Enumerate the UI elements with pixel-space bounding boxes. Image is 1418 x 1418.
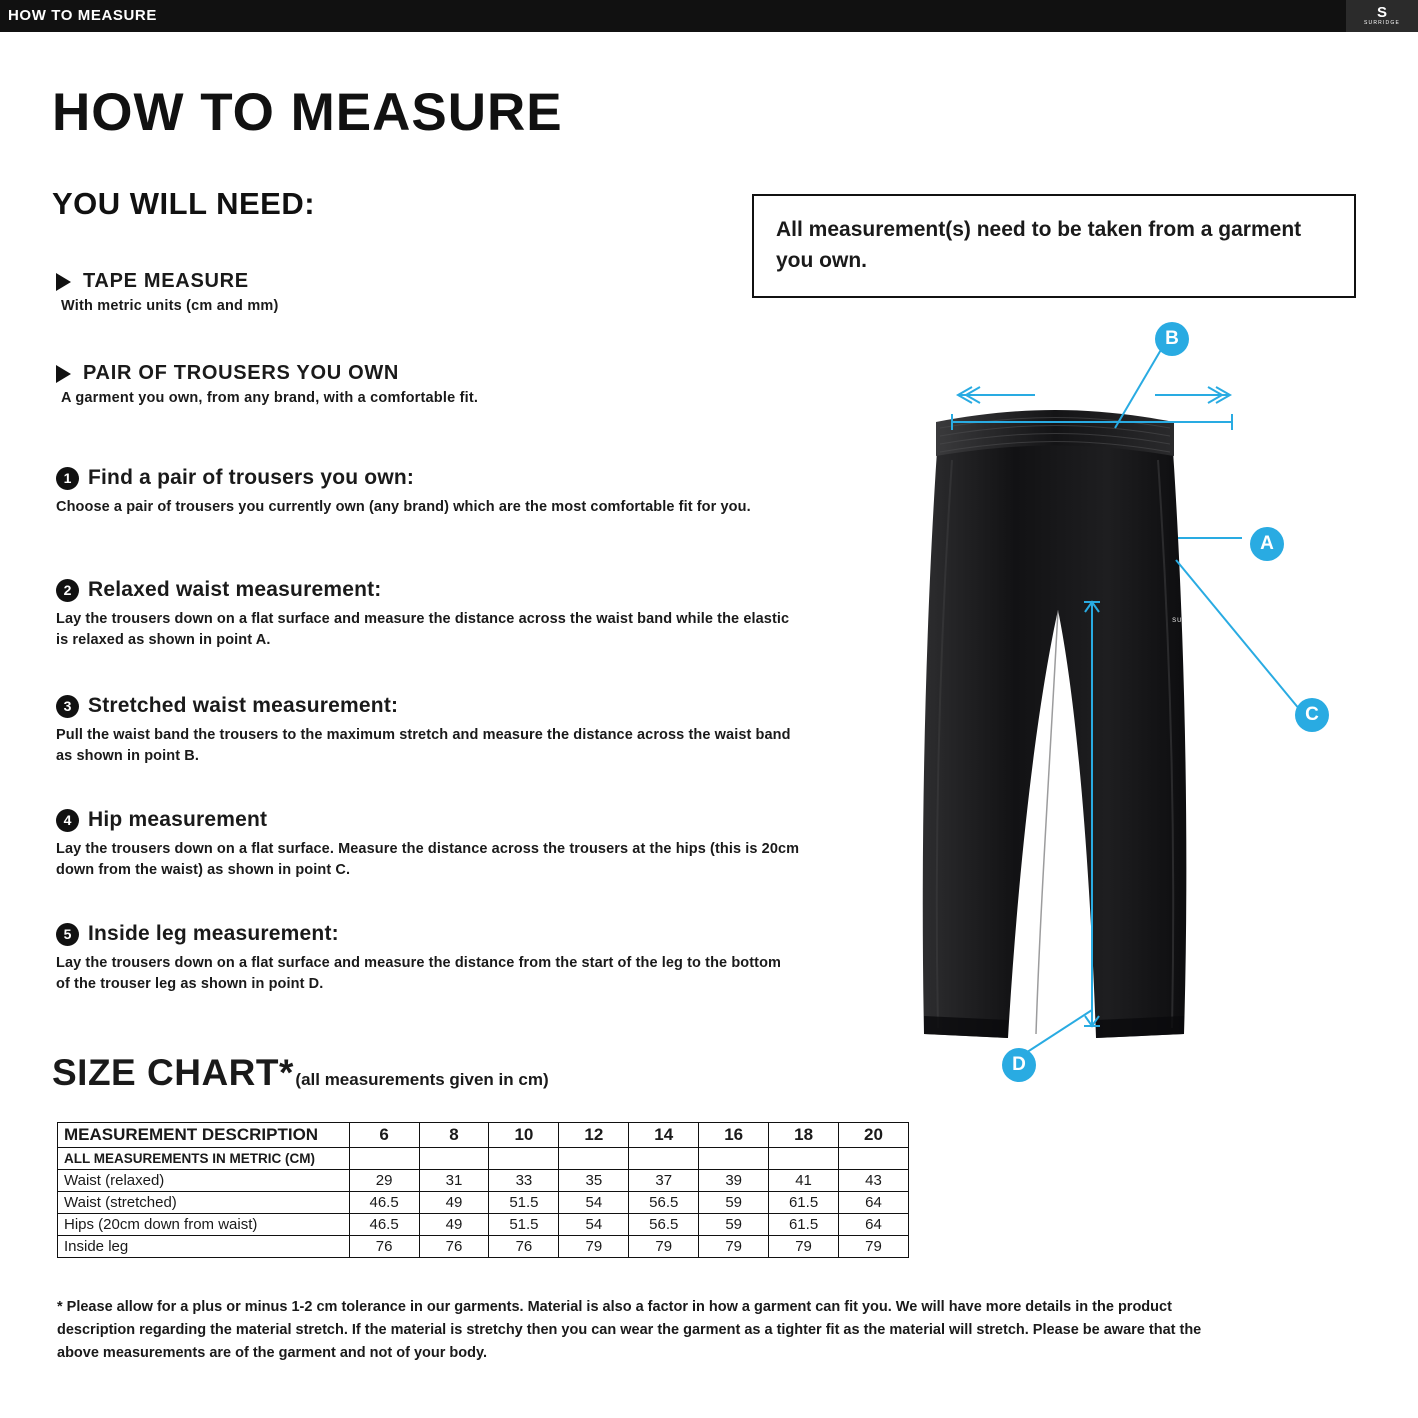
step-title: Relaxed waist measurement: bbox=[88, 578, 382, 601]
triangle-bullet-icon bbox=[56, 365, 71, 383]
row-label: Waist (relaxed) bbox=[58, 1170, 350, 1192]
need-item-label: PAIR OF TROUSERS YOU OWN bbox=[83, 362, 400, 384]
size-chart-table bbox=[57, 1122, 909, 1258]
svg-text:SURRIDGE: SURRIDGE bbox=[1172, 618, 1212, 624]
column-header-size-16: 16 bbox=[699, 1123, 769, 1148]
step-header bbox=[56, 578, 796, 602]
row-value: 49 bbox=[419, 1214, 489, 1236]
table-row bbox=[58, 1170, 909, 1192]
marker-badge-a: A bbox=[1250, 527, 1284, 561]
row-value: 41 bbox=[769, 1170, 839, 1192]
row-value: 59 bbox=[699, 1192, 769, 1214]
size-chart-star: * bbox=[279, 1052, 294, 1093]
svg-text:S: S bbox=[1186, 597, 1198, 616]
need-item-title-row bbox=[56, 270, 279, 293]
step-1 bbox=[56, 466, 816, 518]
marker-badge-b: B bbox=[1155, 322, 1189, 356]
row-value bbox=[419, 1148, 489, 1170]
leader-line-b bbox=[1115, 348, 1162, 428]
need-item-label: TAPE MEASURE bbox=[83, 270, 249, 292]
step-title: Inside leg measurement: bbox=[88, 922, 339, 945]
step-title: Hip measurement bbox=[88, 808, 268, 831]
step-body: Choose a pair of trousers you currently own (any brand) which are the most comfortable fit for you. bbox=[56, 499, 751, 515]
table-row bbox=[58, 1214, 909, 1236]
row-value: 35 bbox=[559, 1170, 629, 1192]
trousers-illustration bbox=[923, 410, 1187, 1038]
step-4 bbox=[56, 808, 816, 881]
row-value: 49 bbox=[419, 1192, 489, 1214]
size-chart-note: (all measurements given in cm) bbox=[295, 1070, 549, 1089]
step-body: Lay the trousers down on a flat surface and measure the distance from the start of the leg to the bottom of the trouser leg as shown in point D. bbox=[56, 955, 782, 992]
row-label: Inside leg bbox=[58, 1236, 350, 1258]
row-value: 39 bbox=[699, 1170, 769, 1192]
row-value: 79 bbox=[769, 1236, 839, 1258]
row-value: 54 bbox=[559, 1214, 629, 1236]
row-value bbox=[559, 1148, 629, 1170]
step-body: Lay the trousers down on a flat surface and measure the distance across the waist band while the elastic is relaxed as shown in point A. bbox=[56, 611, 790, 648]
row-value: 61.5 bbox=[769, 1214, 839, 1236]
column-header-size-8: 8 bbox=[419, 1123, 489, 1148]
top-bar-title: HOW TO MEASURE bbox=[8, 7, 157, 24]
step-5 bbox=[56, 922, 796, 995]
size-chart-title: SIZE CHART bbox=[52, 1052, 279, 1093]
column-header-size-10: 10 bbox=[489, 1123, 559, 1148]
row-value bbox=[839, 1148, 909, 1170]
step-number-badge: 2 bbox=[56, 579, 79, 602]
row-value: 51.5 bbox=[489, 1192, 559, 1214]
row-value bbox=[769, 1148, 839, 1170]
row-value: 79 bbox=[629, 1236, 699, 1258]
row-value: 79 bbox=[699, 1236, 769, 1258]
brand-logo-mark: S bbox=[1376, 3, 1387, 21]
need-item-sub: With metric units (cm and mm) bbox=[61, 298, 279, 314]
row-label: ALL MEASUREMENTS IN METRIC (CM) bbox=[58, 1148, 350, 1170]
row-value: 64 bbox=[839, 1214, 909, 1236]
table-row bbox=[58, 1148, 909, 1170]
need-item-sub: A garment you own, from any brand, with a comfortable fit. bbox=[61, 390, 479, 406]
need-item-title-row bbox=[56, 362, 478, 385]
step-title: Stretched waist measurement: bbox=[88, 694, 399, 717]
column-header-size-12: 12 bbox=[559, 1123, 629, 1148]
row-value: 43 bbox=[839, 1170, 909, 1192]
row-value: 79 bbox=[839, 1236, 909, 1258]
column-header-size-20: 20 bbox=[839, 1123, 909, 1148]
brand-logo-name: SURRIDGE bbox=[1364, 19, 1400, 26]
marker-badge-c: C bbox=[1295, 698, 1329, 732]
need-item-trousers bbox=[56, 362, 478, 406]
step-number-badge: 4 bbox=[56, 809, 79, 832]
row-value bbox=[349, 1148, 419, 1170]
row-value: 37 bbox=[629, 1170, 699, 1192]
row-value: 29 bbox=[349, 1170, 419, 1192]
row-value: 56.5 bbox=[629, 1192, 699, 1214]
page-title: HOW TO MEASURE bbox=[52, 83, 563, 142]
row-value: 46.5 bbox=[349, 1192, 419, 1214]
step-header bbox=[56, 466, 816, 490]
row-value: 76 bbox=[419, 1236, 489, 1258]
step-body: Pull the waist band the trousers to the maximum stretch and measure the distance across the waist band as shown in point B. bbox=[56, 727, 791, 764]
table-row bbox=[58, 1192, 909, 1214]
step-2 bbox=[56, 578, 796, 651]
step-header bbox=[56, 922, 796, 946]
table-header-row bbox=[58, 1123, 909, 1148]
row-label: Waist (stretched) bbox=[58, 1192, 350, 1214]
leader-line-c bbox=[1176, 560, 1300, 710]
row-value: 79 bbox=[559, 1236, 629, 1258]
footnote-text: * Please allow for a plus or minus 1-2 cm tolerance in our garments. Material is also a factor in how a garment can fit you. We will have more details in the product description regarding the material stretch. If the material is stretchy then you can wear the garment as a tighter fit as the material will stretch. Please be aware that the above measurements are of the garment and not of your body. bbox=[57, 1299, 1202, 1361]
row-value: 46.5 bbox=[349, 1214, 419, 1236]
size-chart-heading bbox=[52, 1052, 549, 1094]
step-3 bbox=[56, 694, 806, 767]
column-header-size-18: 18 bbox=[769, 1123, 839, 1148]
row-value: 64 bbox=[839, 1192, 909, 1214]
column-header-description: MEASUREMENT DESCRIPTION bbox=[58, 1123, 350, 1148]
row-value: 54 bbox=[559, 1192, 629, 1214]
row-value: 76 bbox=[349, 1236, 419, 1258]
row-value bbox=[489, 1148, 559, 1170]
row-label: Hips (20cm down from waist) bbox=[58, 1214, 350, 1236]
step-number-badge: 5 bbox=[56, 923, 79, 946]
step-number-badge: 1 bbox=[56, 467, 79, 490]
row-value: 61.5 bbox=[769, 1192, 839, 1214]
callout-text: All measurement(s) need to be taken from a garment you own. bbox=[776, 218, 1302, 272]
row-value: 56.5 bbox=[629, 1214, 699, 1236]
row-value: 76 bbox=[489, 1236, 559, 1258]
row-value bbox=[699, 1148, 769, 1170]
step-body: Lay the trousers down on a flat surface. Measure the distance across the trousers at the hips (this is 20cm down from the waist) as shown in point C. bbox=[56, 841, 800, 878]
step-title: Find a pair of trousers you own: bbox=[88, 466, 415, 489]
table-row bbox=[58, 1236, 909, 1258]
step-header bbox=[56, 694, 806, 718]
brand-logo bbox=[1346, 0, 1418, 32]
need-item-tape-measure bbox=[56, 270, 279, 314]
column-header-size-14: 14 bbox=[629, 1123, 699, 1148]
row-value: 33 bbox=[489, 1170, 559, 1192]
column-header-size-6: 6 bbox=[349, 1123, 419, 1148]
you-will-need-heading: YOU WILL NEED: bbox=[52, 186, 316, 221]
row-value: 31 bbox=[419, 1170, 489, 1192]
row-value: 51.5 bbox=[489, 1214, 559, 1236]
row-value: 59 bbox=[699, 1214, 769, 1236]
step-header bbox=[56, 808, 816, 832]
top-bar bbox=[0, 0, 1418, 32]
marker-badge-d: D bbox=[1002, 1048, 1036, 1082]
triangle-bullet-icon bbox=[56, 273, 71, 291]
callout-box bbox=[752, 194, 1356, 298]
step-number-badge: 3 bbox=[56, 695, 79, 718]
row-value bbox=[629, 1148, 699, 1170]
